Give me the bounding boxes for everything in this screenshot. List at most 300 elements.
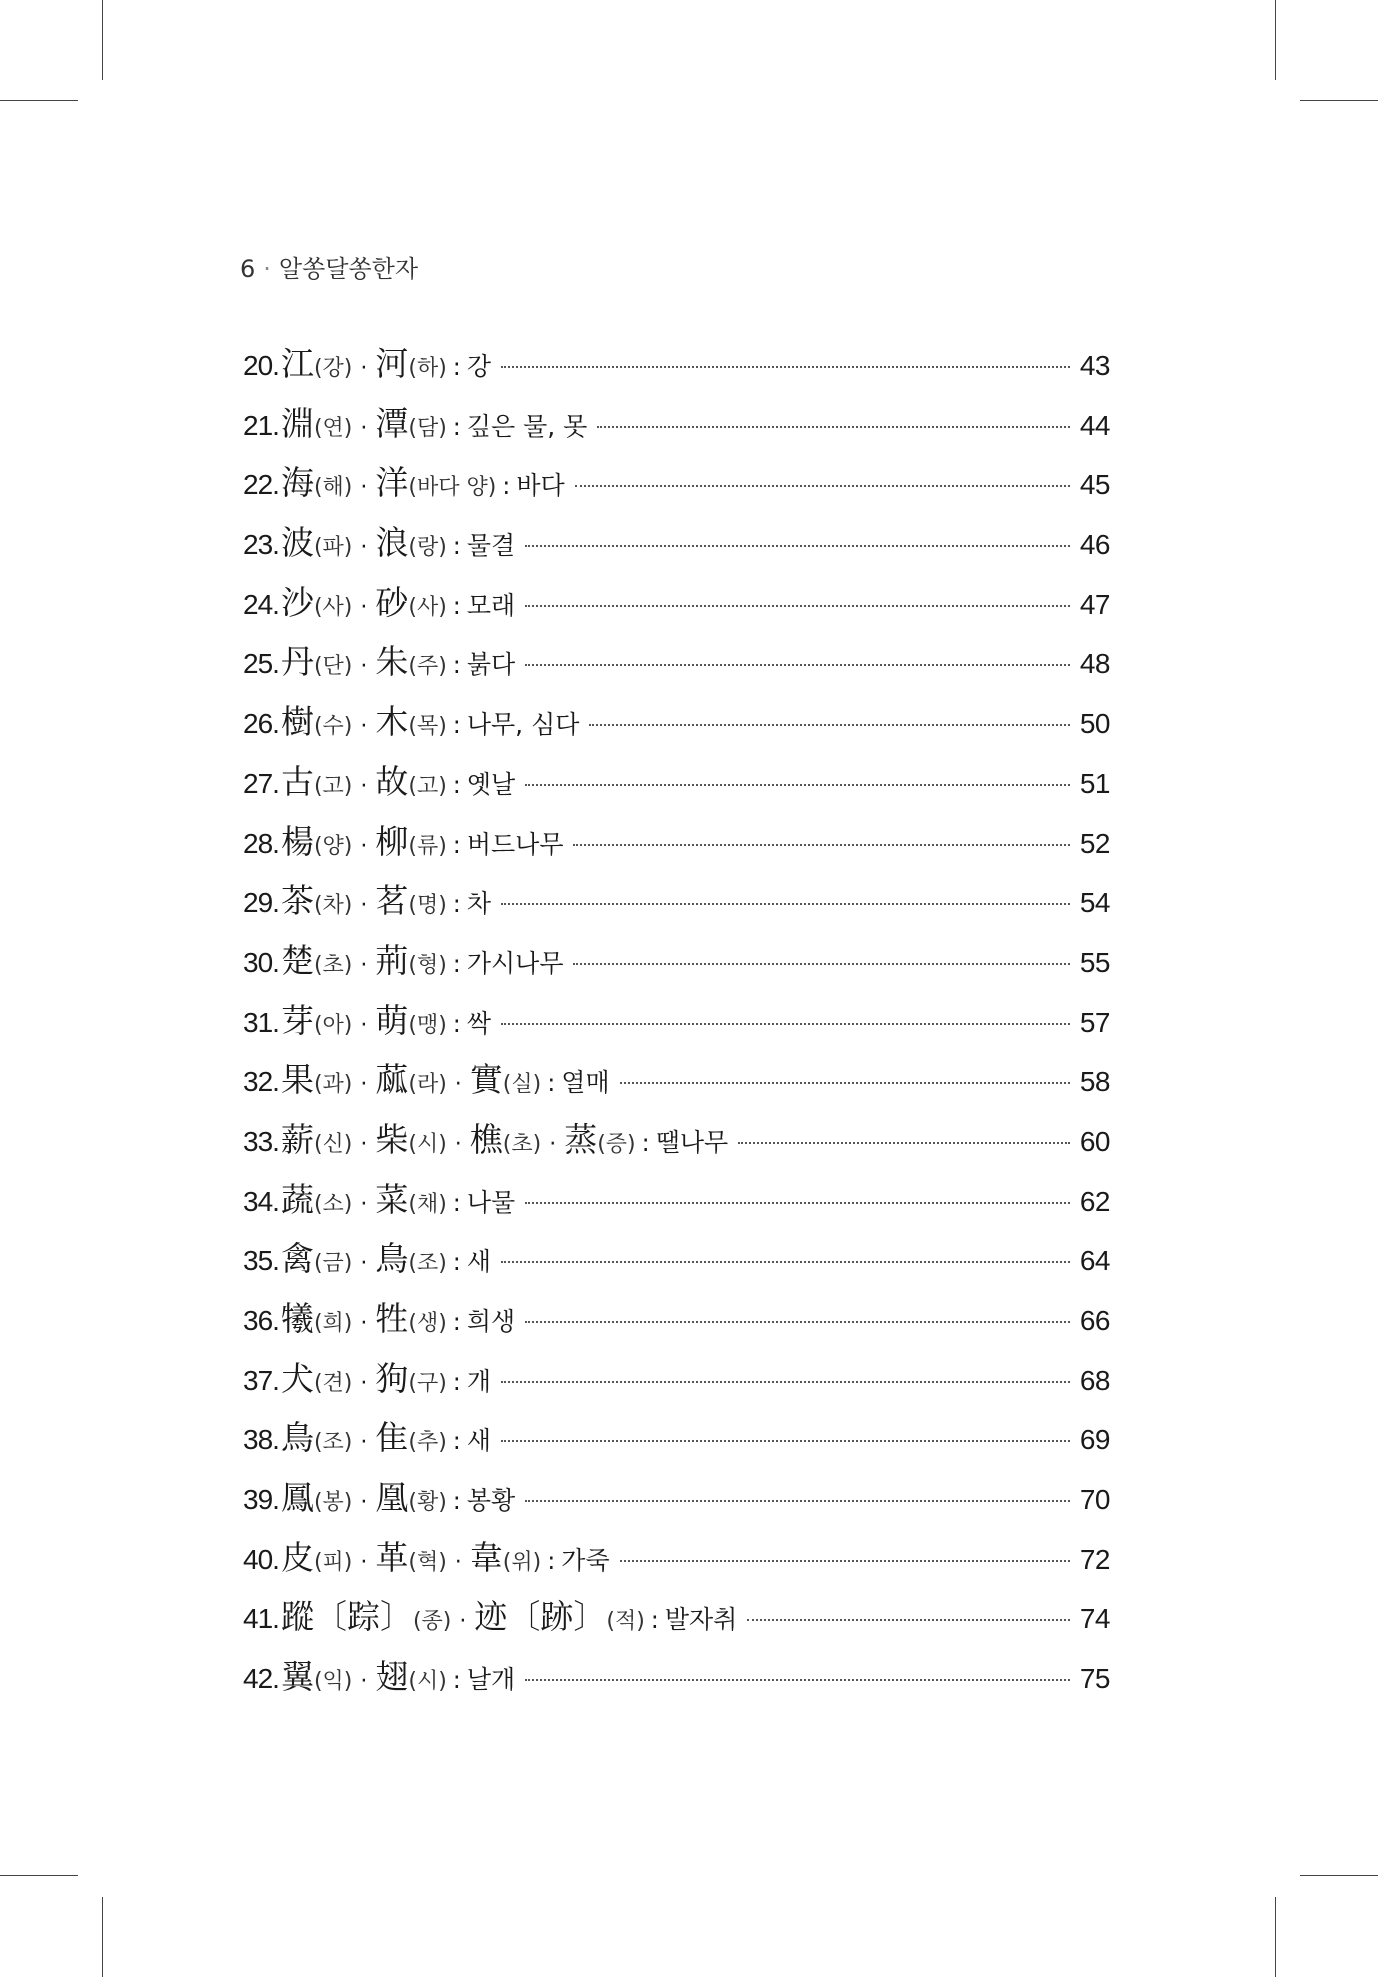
middle-dot: · (360, 1251, 368, 1277)
middle-dot: · (360, 415, 368, 441)
hanja-character: 蹤〔踪〕 (280, 1597, 413, 1637)
hanja-character: 茗 (375, 881, 409, 921)
entry-page-number: 51 (1079, 767, 1110, 799)
hanja-character: 浪 (375, 523, 409, 563)
hanja-reading: (단) (313, 654, 353, 680)
entry-characters (281, 875, 447, 922)
book-title: 알쏭달쏭한자 (278, 255, 419, 283)
middle-dot: · (360, 893, 368, 919)
entry-page-number: 60 (1079, 1125, 1110, 1157)
entry-page-number: 54 (1079, 887, 1110, 919)
dot-leader (620, 1082, 1070, 1084)
hanja-reading: (고) (313, 773, 353, 799)
hanja-character: 迹〔跡〕 (474, 1597, 607, 1637)
entry-page-number: 57 (1079, 1006, 1110, 1038)
toc-entry[interactable] (243, 1353, 1110, 1413)
toc-entry[interactable] (243, 816, 1110, 876)
hanja-character: 凰 (375, 1478, 409, 1518)
entry-characters (281, 1412, 447, 1459)
entry-meaning: 나물 (466, 1187, 516, 1217)
hanja-character: 牲 (375, 1299, 409, 1338)
hanja-reading: (담) (408, 415, 447, 441)
toc-entry[interactable] (243, 338, 1110, 398)
middle-dot: · (360, 952, 368, 978)
toc-entry[interactable] (243, 756, 1110, 816)
entry-number: 29. (243, 887, 279, 919)
entry-number: 28. (243, 827, 279, 859)
entry-characters (281, 517, 447, 564)
hanja-reading: (연) (313, 415, 353, 441)
hanja-character: 淵 (280, 403, 314, 443)
hanja-character: 實 (469, 1060, 503, 1100)
entry-page-number: 75 (1079, 1663, 1110, 1695)
toc-entry[interactable] (243, 1054, 1110, 1114)
page-number: 6 (240, 255, 256, 283)
colon-separator: : (547, 1069, 556, 1098)
entry-characters (281, 636, 447, 683)
entry-page-number: 70 (1079, 1484, 1110, 1516)
dot-leader (589, 724, 1069, 726)
crop-mark (0, 100, 78, 101)
dot-leader (525, 1321, 1070, 1323)
hanja-reading: (채) (408, 1191, 447, 1217)
hanja-reading: (증) (597, 1131, 636, 1157)
dot-leader (738, 1142, 1070, 1144)
hanja-character: 翅 (375, 1657, 409, 1697)
hanja-character: 菜 (375, 1179, 409, 1219)
hanja-reading: (주) (408, 654, 447, 680)
middle-dot: · (549, 1131, 557, 1157)
entry-characters (281, 457, 496, 504)
entry-page-number: 47 (1079, 588, 1110, 620)
hanja-reading: (형) (408, 952, 447, 978)
hanja-reading: (종) (412, 1609, 452, 1635)
hanja-reading: (강) (313, 356, 353, 381)
colon-separator: : (452, 949, 461, 978)
hanja-reading: (파) (313, 535, 353, 561)
entry-characters (281, 1532, 541, 1579)
toc-entry[interactable] (243, 1174, 1110, 1234)
dot-leader (525, 1679, 1070, 1681)
toc-entry[interactable] (243, 1114, 1110, 1174)
entry-number: 27. (243, 767, 279, 799)
entry-page-number: 58 (1079, 1066, 1110, 1098)
hanja-character: 海 (280, 463, 314, 503)
toc-entry[interactable] (243, 1591, 1110, 1651)
entry-number: 36. (243, 1305, 279, 1336)
hanja-reading: (소) (313, 1191, 353, 1217)
entry-meaning: 가시나무 (466, 948, 564, 978)
entry-number: 31. (243, 1006, 279, 1038)
entry-number: 21. (243, 409, 279, 441)
dot-leader (501, 1440, 1070, 1442)
dot-leader (525, 784, 1070, 786)
hanja-character: 隹 (375, 1418, 409, 1458)
hanja-character: 洋 (375, 463, 409, 503)
entry-meaning: 새 (466, 1247, 492, 1277)
entry-meaning: 땔나무 (655, 1127, 729, 1157)
entry-characters (281, 696, 447, 743)
toc-entry[interactable] (243, 1532, 1110, 1592)
hanja-character: 砂 (375, 582, 409, 622)
colon-separator: : (452, 1009, 461, 1038)
entry-meaning: 새 (466, 1426, 492, 1456)
entry-meaning: 열매 (561, 1068, 610, 1098)
hanja-character: 鳥 (280, 1418, 314, 1458)
hanja-character: 芽 (280, 1000, 314, 1040)
entry-characters (281, 935, 447, 982)
entry-characters (281, 1472, 447, 1519)
entry-meaning: 물결 (466, 531, 516, 561)
crop-mark (1275, 1897, 1276, 1977)
colon-separator: : (452, 651, 461, 680)
entry-meaning: 바다 (516, 471, 565, 501)
entry-characters (281, 1174, 447, 1221)
entry-page-number: 66 (1079, 1305, 1110, 1336)
hanja-reading: (랑) (408, 535, 447, 561)
toc-entry[interactable] (243, 398, 1110, 458)
toc-entry[interactable] (243, 1472, 1110, 1532)
hanja-character: 木 (375, 702, 409, 742)
colon-separator: : (452, 1308, 461, 1336)
colon-separator: : (452, 1427, 461, 1456)
entry-number: 40. (243, 1543, 279, 1575)
hanja-character: 果 (280, 1060, 314, 1100)
crop-mark (0, 1875, 78, 1876)
dot-leader (525, 545, 1070, 547)
colon-separator: : (452, 1367, 461, 1396)
entry-page-number: 44 (1079, 409, 1110, 441)
hanja-reading: (추) (408, 1430, 447, 1456)
hanja-reading: (구) (408, 1370, 447, 1396)
entry-characters (281, 577, 447, 624)
entry-page-number: 64 (1079, 1245, 1110, 1277)
entry-meaning: 붉다 (466, 650, 516, 680)
entry-characters (281, 398, 447, 445)
entry-page-number: 74 (1079, 1603, 1110, 1635)
crop-mark (1300, 1875, 1378, 1876)
crop-mark (102, 0, 103, 80)
hanja-character: 蓏 (375, 1060, 409, 1100)
entry-page-number: 69 (1079, 1424, 1110, 1456)
dot-leader (525, 1202, 1070, 1204)
table-of-contents (243, 338, 1110, 1711)
hanja-character: 蔬 (280, 1179, 314, 1219)
entry-meaning: 나무, 심다 (466, 710, 580, 740)
entry-characters (281, 1114, 636, 1161)
entry-characters (281, 1591, 645, 1638)
hanja-character: 丹 (280, 642, 314, 682)
hanja-reading: (조) (313, 1430, 353, 1456)
hanja-reading: (신) (313, 1131, 353, 1157)
hanja-reading: (황) (408, 1490, 447, 1516)
entry-number: 32. (243, 1066, 279, 1098)
middle-dot: · (454, 1549, 462, 1575)
hanja-character: 河 (375, 344, 409, 383)
entry-number: 20. (243, 350, 279, 381)
toc-entry[interactable] (243, 636, 1110, 696)
hanja-reading: (조) (408, 1251, 447, 1277)
entry-meaning: 희생 (466, 1307, 516, 1336)
middle-dot: · (360, 714, 368, 740)
entry-number: 30. (243, 946, 279, 978)
hanja-reading: (견) (313, 1370, 353, 1396)
colon-separator: : (547, 1546, 556, 1575)
toc-entry[interactable] (243, 1293, 1110, 1353)
toc-entry[interactable] (243, 875, 1110, 935)
colon-separator: : (452, 1487, 461, 1516)
colon-separator: : (452, 412, 461, 441)
colon-separator: : (452, 830, 461, 859)
colon-separator: : (452, 1666, 461, 1695)
middle-dot: · (360, 1549, 368, 1575)
middle-dot: · (360, 1072, 368, 1098)
entry-meaning: 날개 (466, 1665, 516, 1695)
toc-entry[interactable] (243, 577, 1110, 637)
entry-number: 23. (243, 529, 279, 561)
hanja-reading: (초) (313, 952, 353, 978)
middle-dot: · (360, 1669, 368, 1695)
hanja-reading: (시) (408, 1131, 447, 1157)
entry-number: 34. (243, 1185, 279, 1217)
entry-meaning: 차 (466, 889, 492, 919)
hanja-character: 柴 (375, 1119, 409, 1159)
entry-page-number: 68 (1079, 1364, 1110, 1396)
hanja-character: 潭 (375, 403, 409, 443)
hanja-character: 古 (280, 761, 314, 801)
middle-dot: · (360, 594, 368, 620)
dot-leader (573, 963, 1069, 965)
entry-page-number: 45 (1079, 469, 1110, 501)
colon-separator: : (452, 770, 461, 799)
dot-leader (501, 1023, 1070, 1025)
entry-characters (281, 995, 447, 1042)
colon-separator: : (452, 711, 461, 740)
hanja-reading: (과) (313, 1072, 353, 1098)
hanja-character: 鳥 (375, 1239, 409, 1279)
entry-meaning: 가죽 (561, 1545, 610, 1575)
entry-page-number: 48 (1079, 648, 1110, 680)
middle-dot: · (360, 1370, 368, 1396)
toc-entry[interactable] (243, 696, 1110, 756)
dot-leader (525, 1500, 1070, 1502)
dot-leader (525, 605, 1070, 607)
toc-entry[interactable] (243, 995, 1110, 1055)
entry-page-number: 46 (1079, 529, 1110, 561)
hanja-character: 皮 (280, 1537, 314, 1577)
middle-dot: · (360, 1131, 368, 1157)
entry-number: 42. (243, 1663, 279, 1695)
entry-number: 41. (243, 1603, 279, 1635)
hanja-character: 荊 (375, 940, 409, 980)
entry-number: 22. (243, 469, 279, 501)
hanja-character: 狗 (375, 1358, 409, 1398)
entry-meaning: 옛날 (466, 769, 516, 799)
hanja-reading: (익) (313, 1669, 353, 1695)
entry-characters (281, 1651, 447, 1698)
entry-number: 33. (243, 1125, 279, 1157)
dot-leader (501, 903, 1070, 905)
hanja-character: 鳳 (280, 1478, 314, 1518)
entry-meaning: 개 (466, 1366, 492, 1396)
hanja-reading: (고) (408, 773, 447, 799)
crop-mark (1275, 0, 1276, 80)
hanja-character: 茶 (280, 881, 314, 921)
hanja-reading: (희) (313, 1311, 353, 1336)
entry-number: 35. (243, 1245, 279, 1277)
toc-entry[interactable] (243, 457, 1110, 517)
hanja-reading: (적) (606, 1609, 645, 1635)
colon-separator: : (502, 472, 511, 501)
toc-entry[interactable] (243, 1651, 1110, 1711)
colon-separator: : (452, 353, 461, 381)
middle-dot: · (360, 773, 368, 799)
hanja-reading: (라) (408, 1072, 447, 1098)
hanja-character: 翼 (280, 1657, 314, 1697)
entry-page-number: 72 (1079, 1543, 1110, 1575)
hanja-character: 故 (375, 761, 409, 801)
middle-dot: · (360, 833, 368, 859)
hanja-reading: (목) (408, 714, 447, 740)
hanja-reading: (양) (313, 833, 353, 859)
hanja-character: 蒸 (564, 1119, 598, 1159)
entry-meaning: 발자취 (664, 1605, 738, 1635)
hanja-character: 江 (280, 344, 314, 383)
hanja-reading: (아) (313, 1012, 353, 1038)
entry-number: 26. (243, 708, 279, 740)
hanja-reading: (위) (502, 1549, 542, 1575)
hanja-character: 楊 (280, 821, 314, 861)
colon-separator: : (650, 1606, 659, 1635)
hanja-reading: (생) (408, 1311, 447, 1336)
entry-meaning: 버드나무 (466, 829, 564, 859)
entry-number: 24. (243, 588, 279, 620)
hanja-reading: (사) (408, 594, 447, 620)
middle-dot: · (360, 654, 368, 680)
entry-number: 37. (243, 1364, 279, 1396)
middle-dot: · (360, 356, 368, 381)
hanja-character: 沙 (280, 582, 314, 622)
entry-characters (281, 816, 447, 863)
dot-leader (501, 366, 1070, 368)
dot-leader (501, 1381, 1070, 1383)
entry-page-number: 55 (1079, 946, 1110, 978)
dot-leader (747, 1619, 1070, 1621)
hanja-character: 薪 (280, 1119, 314, 1159)
hanja-reading: (봉) (313, 1490, 353, 1516)
hanja-reading: (혁) (408, 1549, 447, 1575)
crop-mark (1300, 100, 1378, 101)
hanja-reading: (류) (408, 833, 447, 859)
dot-leader (597, 426, 1070, 428)
toc-entry[interactable] (243, 517, 1110, 577)
entry-meaning: 깊은 물, 못 (466, 411, 588, 441)
entry-meaning: 싹 (466, 1008, 492, 1038)
toc-entry[interactable] (243, 935, 1110, 995)
colon-separator: : (452, 890, 461, 919)
entry-number: 38. (243, 1424, 279, 1456)
entry-characters (281, 1233, 447, 1280)
hanja-character: 犬 (280, 1358, 314, 1398)
hanja-reading: (금) (313, 1251, 353, 1277)
middle-dot: · (454, 1131, 462, 1157)
entry-page-number: 52 (1079, 827, 1110, 859)
entry-characters (281, 1293, 447, 1340)
hanja-reading: (바다 양) (408, 475, 497, 501)
hanja-character: 柳 (375, 821, 409, 861)
entry-meaning: 모래 (466, 590, 516, 620)
hanja-character: 朱 (375, 642, 409, 682)
dot-leader (573, 844, 1069, 846)
colon-separator: : (452, 532, 461, 561)
hanja-reading: (수) (313, 714, 353, 740)
hanja-reading: (맹) (408, 1012, 447, 1038)
middle-dot: · (360, 1490, 368, 1516)
middle-dot: · (360, 535, 368, 561)
hanja-reading: (사) (313, 594, 353, 620)
hanja-reading: (하) (408, 356, 447, 381)
middle-dot: · (459, 1609, 467, 1635)
dot-leader (525, 664, 1070, 666)
middle-dot: · (360, 475, 368, 501)
entry-characters (281, 1353, 447, 1400)
dot-leader (575, 485, 1070, 487)
entry-meaning: 강 (466, 352, 492, 381)
hanja-character: 樹 (280, 702, 314, 742)
entry-number: 25. (243, 648, 279, 680)
dot-leader (620, 1560, 1070, 1562)
hanja-reading: (실) (502, 1072, 542, 1098)
colon-separator: : (452, 591, 461, 620)
hanja-reading: (해) (313, 475, 353, 501)
entry-page-number: 50 (1079, 708, 1110, 740)
hanja-reading: (피) (313, 1549, 353, 1575)
dot-leader (501, 1261, 1070, 1263)
hanja-reading: (명) (408, 893, 447, 919)
entry-characters (281, 338, 447, 385)
entry-page-number: 43 (1079, 350, 1110, 381)
hanja-character: 韋 (469, 1537, 503, 1577)
entry-page-number: 62 (1079, 1185, 1110, 1217)
hanja-character: 樵 (469, 1119, 503, 1159)
colon-separator: : (452, 1248, 461, 1277)
toc-entry[interactable] (243, 1233, 1110, 1293)
entry-number: 39. (243, 1484, 279, 1516)
entry-meaning: 봉황 (466, 1486, 516, 1516)
toc-entry[interactable] (243, 1412, 1110, 1472)
colon-separator: : (641, 1128, 650, 1157)
hanja-character: 楚 (280, 940, 314, 980)
hanja-reading: (초) (502, 1131, 542, 1157)
hanja-reading: (시) (408, 1669, 447, 1695)
hanja-character: 萌 (375, 1000, 409, 1040)
running-head (240, 254, 418, 284)
middle-dot: · (360, 1430, 368, 1456)
hanja-character: 革 (375, 1537, 409, 1577)
colon-separator: : (452, 1188, 461, 1217)
entry-characters (281, 1054, 541, 1101)
hanja-character: 波 (280, 523, 314, 563)
middle-dot: · (360, 1191, 368, 1217)
middle-dot: · (454, 1072, 462, 1098)
hanja-reading: (차) (313, 893, 353, 919)
middle-dot: · (360, 1311, 368, 1336)
separator: · (263, 255, 271, 283)
hanja-character: 犧 (280, 1299, 314, 1338)
crop-mark (102, 1897, 103, 1977)
entry-characters (281, 756, 447, 803)
hanja-character: 禽 (280, 1239, 314, 1279)
